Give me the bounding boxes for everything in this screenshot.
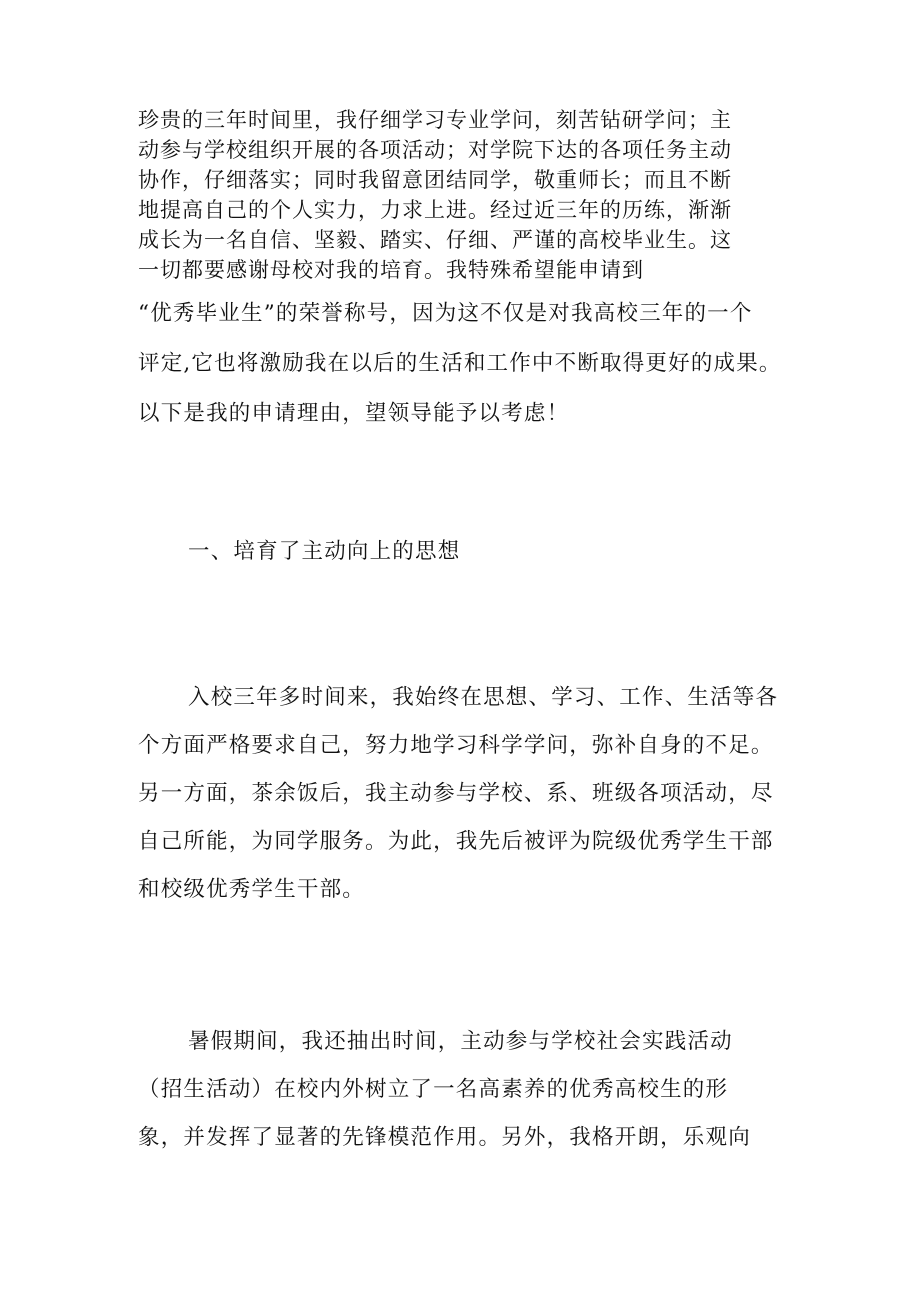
text-line: 象，并发挥了显著的先锋模范作用。另外，我格开朗，乐观向 <box>138 1125 751 1150</box>
text-line: 动参与学校组织开展的各项活动；对学院下达的各项任务主动 <box>138 138 732 162</box>
text-line: 以下是我的申请理由，望领导能予以考虑！ <box>138 401 570 426</box>
text-line: 珍贵的三年时间里，我仔细学习专业学问，刻苦钻研学问；主 <box>138 108 732 132</box>
section-heading: 一、培育了主动向上的思想 <box>188 539 461 564</box>
text-line: 协作，仔细落实；同时我留意团结同学，敬重师长；而且不断 <box>138 168 732 192</box>
text-line: 成长为一名自信、坚毅、踏实、仔细、严谨的高校毕业生。这 <box>138 228 732 252</box>
text-line: 个方面严格要求自己，努力地学习科学学问，弥补自身的不足。 <box>138 733 774 758</box>
text-line: 和校级优秀学生干部。 <box>138 877 366 902</box>
text-line: 一切都要感谢母校对我的培育。我特殊希望能申请到 <box>138 258 644 282</box>
text-line: 自己所能，为同学服务。为此，我先后被评为院级优秀学生干部 <box>138 829 774 854</box>
text-line: 评定,它也将激励我在以后的生活和工作中不断取得更好的成果。 <box>138 351 782 376</box>
text-line: （招生活动）在校内外树立了一名高素养的优秀高校生的形 <box>138 1077 729 1102</box>
text-line: “优秀毕业生”的荣誉称号，因为这不仅是对我高校三年的一个 <box>138 301 753 326</box>
text-line: 暑假期间，我还抽出时间，主动参与学校社会实践活动 <box>188 1029 733 1054</box>
text-line: 另一方面，茶余饭后，我主动参与学校、系、班级各项活动，尽 <box>138 781 774 806</box>
text-line: 入校三年多时间来，我始终在思想、学习、工作、生活等各 <box>188 685 779 710</box>
text-line: 地提高自己的个人实力，力求上进。经过近三年的历练，渐渐 <box>138 198 732 222</box>
